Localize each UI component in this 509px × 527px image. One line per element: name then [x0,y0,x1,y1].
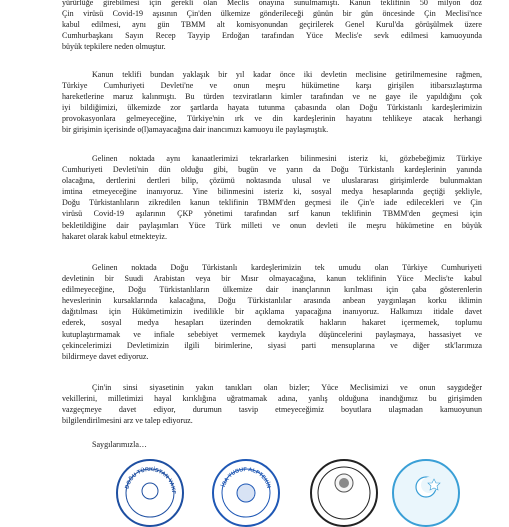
text-line: olacağına, dertlerini dertleri bilip, çözümü noktasında ulusal ve uluslararası girişimlerde bulunmaktan [62,176,482,186]
text-line: hakaret olarak kabul etmekteyiz. [62,231,168,241]
text-line: heveslerinin kursaklarında kalacağına, Doğu Türkistanlılar arasında anbean yaygınlaşan korku iklimin [62,296,482,306]
paragraph-2 [62,69,482,136]
seal-graphic [214,461,278,525]
text-line: çekincelerimizi Devletimizin ilgili birimlerine, siyasi parti mensuplarına ve diğer stk'larımıza [62,340,482,350]
paragraph-1 [62,0,482,52]
text-line: dağıtılması için Hükümetimizin ivedilikle bir açıklama yapacağına inanıyoruz. Halkımızı itidale davet [62,307,482,317]
text-line: ederek, sosyal medya hesapları üzerinden demokratik hakların hakaret içermemek, toplumu [62,318,482,328]
dogu-turkistan-vakfi-seal [116,459,184,527]
seal-graphic [394,461,458,525]
text-line: yürürlüğe girebilmesi için gerekli olan Meclis onayına sunulmamıştı. Kanun teklifinin 50 milyon doz [62,0,482,7]
text-line: bildirmeye davet ediyoruz. [62,351,149,361]
text-line: Türkiye Cumhuriyeti Devleti'ne ve onun meşru hükümetine karşı girişilen itibarsızlaştırma [62,81,482,91]
text-line: provokasyonlara gelmeyeceğine, Türkiye'nin ırk ve din kardeşlerinin hayatını tehlikeye atacak herhangi [62,114,482,124]
seal-graphic [312,461,376,525]
text-line: Gelinen noktada Doğu Türkistanlı kardeşlerimizin tek umudu olan Türkiye Cumhuriyeti [92,263,482,272]
svg-text:İSA YUSUF ALPTEKİN: İSA YUSUF ALPTEKİN [220,466,272,489]
text-line: imtina etmeyeceğine inanıyoruz. Yine bilinmesini isteriz ki, sosyal medya hesaplarında geçtiği şekliyle, [62,187,482,197]
text-line: Çin'in sinsi siyasetinin yakın tanıkları olan bizler; Yüce Meclisimizi ve onun saygıdeğer [92,383,482,392]
text-line: kabul edilmesi, aynı gün TBMM alt komisyonundan geçirilerek Genel Kurul'da görüşülmek üzere [62,20,482,30]
svg-text:DOĞU TÜRKİSTAN VAKFI: DOĞU TÜRKİSTAN VAKF [124,466,177,495]
isa-yusuf-alptekin-seal [212,459,280,527]
text-line: Cumhuriyeti Devleti'nin dün olduğu gibi, bugün ve yarın da Doğu Türkistanlı kardeşlerinin yanında [62,165,482,175]
seal-graphic [118,461,182,525]
text-line: vazgeçmeye davet ediyor, durumun tasvip etmeyeceğimiz boyutlara ulaşmadan kamuoyunun [62,405,482,415]
paragraph-3 [62,153,482,242]
text-line: bilgilendirilmesini arz ve talep ediyoruz. [62,416,193,426]
text-line: büyük tepkilere neden olmuştur. [62,42,166,52]
text-line: vekillerini, milletimizi hayal kırıklığına uğratmamak adına, yanlış olduğuna inandığımız bu girişimden [62,394,482,404]
text-line: Gelinen noktada aynı kanaatlerimizi tekrarlarken bilinmesini isteriz ki, gözbebeğimiz Türkiye [92,154,482,163]
text-line: Çin virüsü Covid-19 aşısının Çin'den ülkemize gönderileceği günün bir gün öncesinde Çin Meclisi'nce [62,9,482,19]
paragraph-5 [62,382,482,426]
text-line: Kanun teklifi bundan yaklaşık bir yıl kadar önce iki devletin meclisine getirilmemesine rağmen, [92,70,482,79]
text-line: Cumhurbaşkanı Sayın Recep Tayyip Erdoğan tarafından Yüce Meclis'e sevk edilmesi kamuoyunda [62,31,482,41]
text-line: Doğu Türkistanlıların zikredilen kanun teklifinin TBMM'den geçmesi ile Çin'e iade edilecekleri ve Çin [62,198,482,208]
text-line: edilmeyeceğine, Doğu Türkistanlıların ülkemize dair inançlarının kırılması için çaba gösterenlerin [62,285,482,295]
text-line: hareketlerine maruz kalınmıştı. Bu türden tezviratların kimler tarafından ve ne gaye ile yapıldığını çok [62,92,482,102]
flag-emblem-seal [392,459,460,527]
text-line: iyi bildiğimizi, ülkemizde zor şartlarda hayata tutunma çabasında olan Doğu Türkistanlı kardeşlerimizin [62,103,482,113]
closing-greeting: Saygılarımızla… [92,440,147,449]
text-line: bir girişimin içerisinde o(l)amayacağına dair inancımızı kamuoyu ile paylaşmıştık. [62,125,329,135]
text-line: devletinin bir Suudi Arabistan veya bir Mısır olmayacağına, kanun teklifinin Yüce Meclis'te kabul [62,274,482,284]
paragraph-4 [62,262,482,362]
emblem-seal [310,459,378,527]
text-line: virüsü Covid-19 aşılarının ÇKP yönetimi tarafından sırf kanun teklifinin TBMM'den geçmesi için [62,209,482,219]
text-line: bekletildiğine dair paylaşımları Yüce Türk milleti ve onun devleti ile meşru hükümetine en büyük [62,220,482,230]
text-line: kutuplaştırmamak ve infiale sebebiyet vermemek kaydıyla düşüncelerini paylaşmaya, hassasiyet ve [62,329,482,339]
